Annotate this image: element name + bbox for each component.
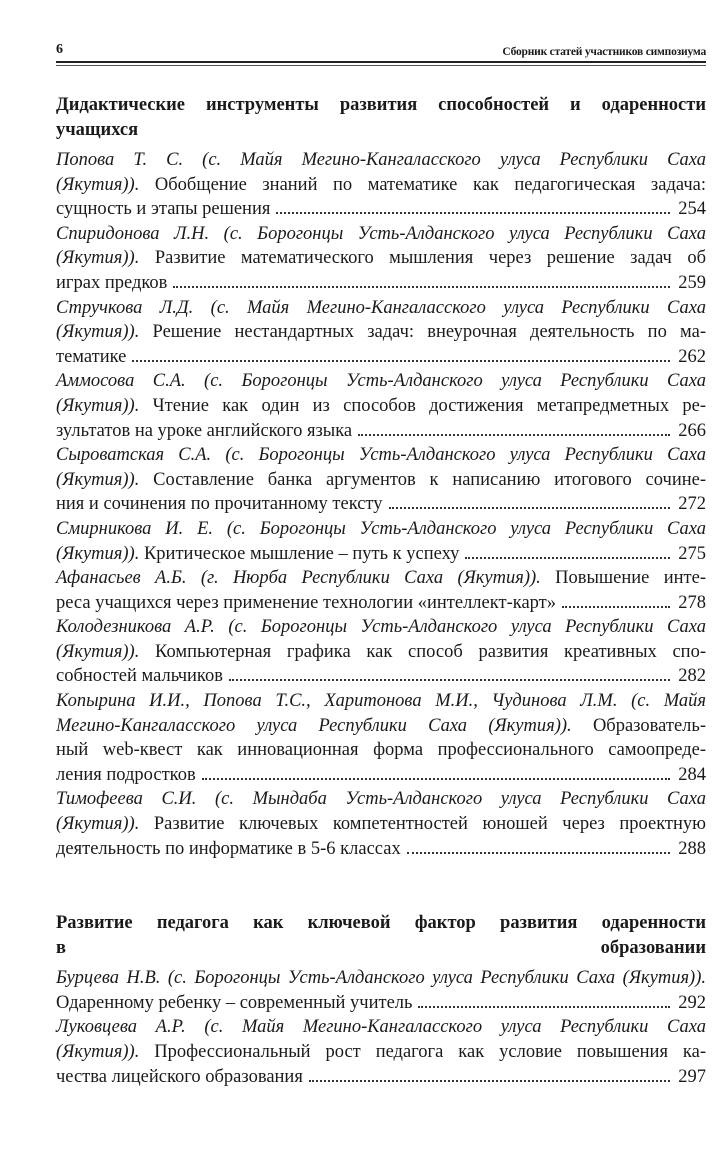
toc-section xyxy=(56,911,706,1089)
entry-page-number: 266 xyxy=(678,420,706,441)
section-heading-line: Дидактические инструменты развития способностей и одаренности xyxy=(56,95,706,115)
dot-leader xyxy=(309,1079,670,1082)
entry-title: ления подростков xyxy=(56,764,196,785)
toc-entry[interactable] xyxy=(56,689,706,787)
entry-title: Обобщение знаний по математике как педагогическая задача: xyxy=(139,174,706,195)
toc-entry[interactable] xyxy=(56,148,706,222)
header-rule-thick xyxy=(56,61,706,63)
running-title: Сборник статей участников симпозиума xyxy=(502,46,706,58)
section-heading-line: учащихся xyxy=(56,120,139,140)
entry-line xyxy=(56,966,706,991)
entry-author: Бурцева Н.В. (с. Борогонцы Усть-Алданского улуса Республики Саха (Якутия)). xyxy=(56,968,706,989)
entry-line xyxy=(56,369,706,394)
entry-line-text xyxy=(56,197,270,222)
entry-title: собностей мальчиков xyxy=(56,666,223,687)
entry-line xyxy=(56,492,706,517)
entry-line-text xyxy=(56,345,126,370)
document-page xyxy=(56,40,706,1089)
entry-line xyxy=(56,173,706,198)
entry-page-number: 259 xyxy=(678,272,706,293)
section-heading xyxy=(56,93,706,143)
entry-line xyxy=(56,591,706,616)
entry-line xyxy=(56,419,706,444)
entry-page-number: 297 xyxy=(678,1066,706,1087)
toc-entry[interactable] xyxy=(56,443,706,517)
dot-leader xyxy=(562,605,670,608)
toc-entry[interactable] xyxy=(56,517,706,566)
entry-line xyxy=(56,763,706,788)
entry-line xyxy=(56,787,706,812)
entry-line xyxy=(56,738,706,763)
entry-line xyxy=(56,148,706,173)
entry-author: Сыроватская С.А. (с. Борогонцы Усть-Алданского улуса Республики Саха xyxy=(56,445,706,466)
entry-title: Повышение инте- xyxy=(540,568,706,589)
section-heading-line: в образовании xyxy=(56,938,706,959)
toc-entry[interactable] xyxy=(56,1015,706,1089)
entry-author: Луковцева А.Р. (с. Майя Мегино-Кангаласского улуса Республики Саха xyxy=(56,1017,706,1038)
entry-line xyxy=(56,517,706,542)
entry-line xyxy=(56,837,706,862)
toc-entry[interactable] xyxy=(56,369,706,443)
entry-title: Развитие математического мышления через решение задач об xyxy=(139,248,706,269)
entry-line-text xyxy=(56,271,167,296)
entry-line xyxy=(56,1065,706,1090)
entry-author: (Якутия)). xyxy=(56,248,140,269)
dot-leader xyxy=(407,851,671,854)
toc-entry[interactable] xyxy=(56,615,706,689)
entry-line xyxy=(56,296,706,321)
entry-author: (Якутия)). xyxy=(56,1042,140,1062)
entry-author: (Якутия)). xyxy=(56,641,140,662)
entry-line-text xyxy=(56,492,383,517)
entry-page-number: 254 xyxy=(678,199,706,220)
dot-leader xyxy=(202,777,671,780)
dot-leader xyxy=(132,359,670,362)
entry-title: Компьютерная графика как способ развития креативных спо- xyxy=(139,641,706,662)
entry-title: деятельность по информатике в 5-6 классах xyxy=(56,838,401,859)
entry-title: зультатов на уроке английского языка xyxy=(56,420,353,441)
dot-leader xyxy=(418,1005,670,1008)
entry-page-number: 288 xyxy=(678,838,706,859)
entry-line xyxy=(56,542,706,567)
entry-author: Стручкова Л.Д. (с. Майя Мегино-Кангаласского улуса Республики Саха xyxy=(56,297,706,318)
entry-title: Критическое мышление – путь к успеху xyxy=(139,543,460,564)
entry-line xyxy=(56,394,706,419)
dot-leader xyxy=(389,506,671,509)
entry-line-text xyxy=(56,591,556,616)
entry-author: (Якутия)). xyxy=(56,543,140,564)
entry-title: Чтение как один из способов достижения метапредметных ре- xyxy=(139,395,706,416)
entry-line xyxy=(56,246,706,271)
dot-leader xyxy=(173,285,670,288)
entry-line xyxy=(56,468,706,493)
entry-line xyxy=(56,271,706,296)
entry-title: ный web-квест как инновационная форма профессионального самоопреде- xyxy=(56,740,706,761)
table-of-contents xyxy=(56,93,706,1089)
entry-page-number: 292 xyxy=(678,992,706,1013)
entry-page-number: 278 xyxy=(678,592,706,613)
entry-line xyxy=(56,443,706,468)
entry-title: Одаренному ребенку – современный учитель xyxy=(56,992,413,1013)
entry-author: Спиридонова Л.Н. (с. Борогонцы Усть-Алданского улуса Республики Саха xyxy=(56,223,706,244)
entry-line-text xyxy=(56,763,196,788)
entry-line xyxy=(56,689,706,714)
entry-line xyxy=(56,714,706,739)
entry-author: (Якутия)). xyxy=(56,469,140,490)
entry-title: сущность и этапы решения xyxy=(56,199,271,220)
entry-title: тематике xyxy=(56,346,127,367)
entry-line xyxy=(56,320,706,345)
entry-line xyxy=(56,566,706,591)
entry-line-text xyxy=(56,664,223,689)
entry-author: Аммосова С.А. (с. Борогонцы Усть-Алданского улуса Республики Саха xyxy=(56,371,706,392)
running-header xyxy=(56,40,706,58)
toc-section xyxy=(56,93,706,861)
entry-author: (Якутия)). xyxy=(56,814,140,835)
entry-line-text xyxy=(56,1065,303,1090)
entry-author: (Якутия)). xyxy=(56,395,140,416)
entry-line xyxy=(56,640,706,665)
toc-entry[interactable] xyxy=(56,566,706,615)
entry-line xyxy=(56,1040,706,1065)
entry-title: Профессиональный рост педагога как условие повышения ка- xyxy=(139,1042,706,1062)
entry-line-text xyxy=(56,837,401,862)
dot-leader xyxy=(229,678,670,681)
entry-title: ния и сочинения по прочитанному тексту xyxy=(56,494,383,515)
dot-leader xyxy=(358,433,670,436)
toc-entry[interactable] xyxy=(56,966,706,1015)
entry-line xyxy=(56,197,706,222)
entry-line-text xyxy=(56,991,412,1016)
toc-entry[interactable] xyxy=(56,787,706,861)
entry-line xyxy=(56,222,706,247)
section-heading-line: Развитие педагога как ключевой фактор развития одаренности xyxy=(56,913,706,934)
entry-line xyxy=(56,812,706,837)
header-rule-thin xyxy=(56,65,706,66)
entry-line xyxy=(56,1015,706,1040)
entry-page-number: 284 xyxy=(678,764,706,785)
entry-author: Афанасьев А.Б. (г. Нюрба Республики Саха (Якутия)). xyxy=(56,568,541,589)
entry-page-number: 272 xyxy=(678,494,706,515)
entry-line-text xyxy=(56,542,459,567)
entry-author: Смирникова И. Е. (с. Борогонцы Усть-Алданского улуса Республики Саха xyxy=(56,518,706,539)
entry-author: Тимофеева С.И. (с. Мындаба Усть-Алданского улуса Республики Саха xyxy=(56,789,706,810)
entry-title: Составление банка аргументов к написанию итогового сочине- xyxy=(139,469,706,490)
toc-entry[interactable] xyxy=(56,296,706,370)
entry-title: чества лицейского образования xyxy=(56,1066,303,1087)
dot-leader xyxy=(276,211,670,214)
entry-page-number: 262 xyxy=(678,346,706,367)
entry-author: (Якутия)). xyxy=(56,174,140,195)
entry-line xyxy=(56,345,706,370)
entry-title: играх предков xyxy=(56,272,168,293)
entry-line xyxy=(56,991,706,1016)
entry-page-number: 282 xyxy=(678,666,706,687)
entry-title: Развитие ключевых компетентностей юношей через проектную xyxy=(139,814,706,835)
entry-title: Решение нестандартных задач: внеурочная деятельность по ма- xyxy=(139,322,706,343)
dot-leader xyxy=(465,556,670,559)
entry-author: Колодезникова А.Р. (с. Борогонцы Усть-Алданского улуса Республики Саха xyxy=(56,617,706,638)
entry-line xyxy=(56,615,706,640)
section-heading xyxy=(56,911,706,961)
entry-page-number: 275 xyxy=(678,543,706,564)
entry-author: Копырина И.И., Попова Т.С., Харитонова М.И., Чудинова Л.М. (с. Майя xyxy=(56,691,706,712)
entry-line-text xyxy=(56,419,352,444)
toc-entry[interactable] xyxy=(56,222,706,296)
entry-author: Попова Т. С. (с. Майя Мегино-Кангаласского улуса Республики Саха xyxy=(56,150,706,170)
entry-author: Мегино-Кангаласского улуса Республики Саха (Якутия)). xyxy=(56,715,572,736)
entry-title: Образователь- xyxy=(571,715,706,736)
entry-line xyxy=(56,664,706,689)
entry-author: (Якутия)). xyxy=(56,322,140,343)
page-number: 6 xyxy=(56,42,63,57)
entry-title: реса учащихся через применение технологии «интеллект-карт» xyxy=(56,592,556,613)
